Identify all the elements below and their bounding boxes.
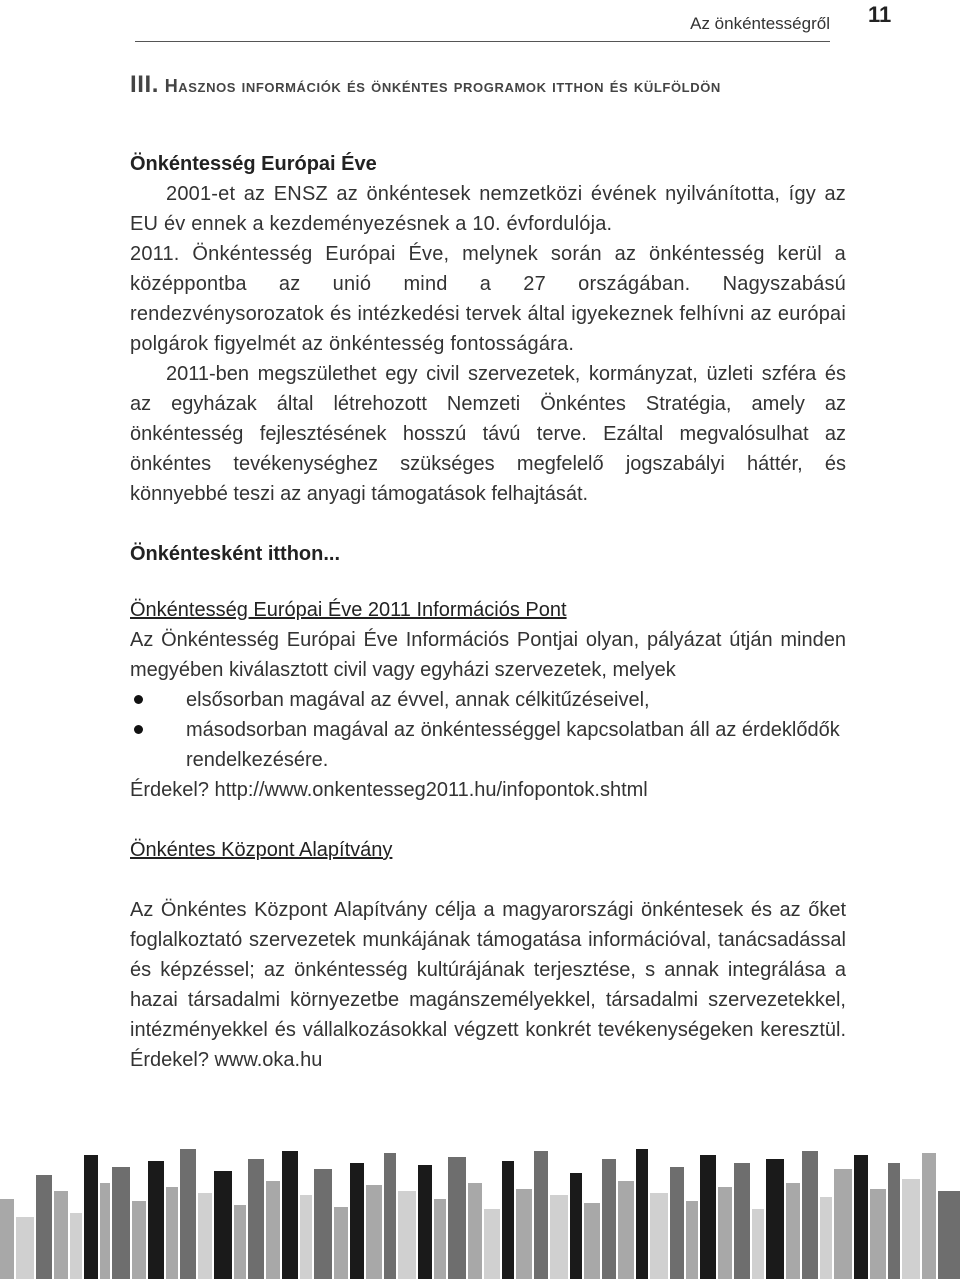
- decorative-bar: [618, 1181, 634, 1279]
- page-content: [130, 70, 846, 1075]
- decorative-bar: [718, 1187, 732, 1279]
- decorative-bar: [786, 1183, 800, 1279]
- decorative-bar: [248, 1159, 264, 1279]
- decorative-bar: [112, 1167, 130, 1279]
- decorative-bar: [820, 1197, 832, 1279]
- info-point-link[interactable]: Érdekel? http://www.onkentesseg2011.hu/infopontok.shtml: [130, 779, 648, 801]
- running-header: Az önkéntességről: [690, 14, 830, 33]
- decorative-bar: [468, 1183, 482, 1279]
- section-heading-european-year: Önkéntesség Európai Éve: [130, 153, 377, 175]
- decorative-bar: [670, 1167, 684, 1279]
- decorative-bar: [166, 1187, 178, 1279]
- decorative-bar: [888, 1163, 900, 1279]
- list-item: [130, 685, 846, 715]
- decorative-bar: [180, 1149, 196, 1279]
- foundation-text: Az Önkéntes Központ Alapítvány célja a magyarországi önkéntesek és az őket foglalkoztató szervezetek munkájának támogatása információval, tanácsadással és képzéssel; az önkéntesség kultúrájának terjesztése, s annak integrálása a hazai társadalmi környezetbe magánszemélyekkel, társadalmi szervezetekkel, intézményekkel és vállalkozásokkal végzett konkrét tevékenységeken keresztül. Érdekel? www.oka.hu: [130, 899, 846, 1071]
- decorative-bar: [282, 1151, 298, 1279]
- decorative-bar-strip: [0, 1149, 960, 1279]
- decorative-bar: [132, 1201, 146, 1279]
- decorative-bar: [16, 1217, 34, 1279]
- decorative-bar: [266, 1181, 280, 1279]
- decorative-bar: [854, 1155, 868, 1279]
- decorative-bar: [366, 1185, 382, 1279]
- decorative-bar: [350, 1163, 364, 1279]
- decorative-bar: [434, 1199, 446, 1279]
- decorative-bar: [234, 1205, 246, 1279]
- paragraph-2011-year: 2011. Önkéntesség Európai Éve, melynek során az önkéntesség kerül a középpontba az unió mind a 27 országában. Nagyszabású rendezvénysorozatok és intézkedési tervek által igyekeznek felhívni az európai polgárok figyelmét az önkéntesség fontosságára.: [130, 243, 846, 355]
- decorative-bar: [384, 1153, 396, 1279]
- paragraph-national-strategy: 2011-ben megszülethet egy civil szervezetek, kormányzat, üzleti szféra és az egyházak által létrehozott Nemzeti Önkéntes Stratégia, amely az önkéntesség fejlesztésének hosszú távú terve. Ezáltal megvalósulhat az önkéntes tevékenységhez szükséges megfelelő jogszabályi háttér, és könnyebbé teszi az anyagi támogatások felhajtását.: [130, 363, 846, 505]
- decorative-bar: [752, 1209, 764, 1279]
- decorative-bar: [448, 1157, 466, 1279]
- decorative-bar: [700, 1155, 716, 1279]
- decorative-bar: [0, 1199, 14, 1279]
- decorative-bar: [902, 1179, 920, 1279]
- decorative-bar: [398, 1191, 416, 1279]
- decorative-bar: [584, 1203, 600, 1279]
- chapter-title: [130, 70, 846, 101]
- decorative-bar: [766, 1159, 784, 1279]
- bullet-dot-icon: [134, 725, 143, 734]
- foundation-title: Önkéntes Központ Alapítvány: [130, 839, 393, 861]
- info-point-list: [130, 685, 846, 775]
- decorative-bar: [636, 1149, 648, 1279]
- bullet-dot-icon: [134, 695, 143, 704]
- decorative-bar: [300, 1195, 312, 1279]
- decorative-bar: [100, 1183, 110, 1279]
- decorative-bar: [870, 1189, 886, 1279]
- decorative-bar: [502, 1161, 514, 1279]
- list-item: [130, 715, 846, 775]
- decorative-bar: [54, 1191, 68, 1279]
- decorative-bar: [686, 1201, 698, 1279]
- info-point-intro: Az Önkéntesség Európai Éve Információs Pontjai olyan, pályázat útján minden megyében kiválasztott civil vagy egyházi szervezetek, melyek: [130, 629, 846, 681]
- decorative-bar: [938, 1191, 960, 1279]
- decorative-bar: [314, 1169, 332, 1279]
- decorative-bar: [418, 1165, 432, 1279]
- decorative-bar: [550, 1195, 568, 1279]
- header-rule: [135, 41, 830, 42]
- decorative-bar: [70, 1213, 82, 1279]
- decorative-bar: [650, 1193, 668, 1279]
- decorative-bar: [516, 1189, 532, 1279]
- decorative-bar: [734, 1163, 750, 1279]
- chapter-number: III.: [130, 71, 160, 98]
- decorative-bar: [802, 1151, 818, 1279]
- decorative-bar: [602, 1159, 616, 1279]
- decorative-bar: [214, 1171, 232, 1279]
- decorative-bar: [484, 1209, 500, 1279]
- decorative-bar: [36, 1175, 52, 1279]
- decorative-bar: [570, 1173, 582, 1279]
- decorative-bar: [84, 1155, 98, 1279]
- paragraph-un-year: 2001-et az ENSZ az önkéntesek nemzetközi évének nyilvánította, így az EU év ennek a kezdeményezésnek a 10. évfordulója.: [130, 183, 846, 235]
- list-item-text: másodsorban magával az önkéntességgel kapcsolatban áll az érdeklődők rendelkezésére.: [186, 719, 840, 771]
- chapter-title-text: Hasznos információk és önkéntes programok itthon és külföldön: [164, 76, 721, 96]
- decorative-bar: [148, 1161, 164, 1279]
- decorative-bar: [922, 1153, 936, 1279]
- decorative-bar: [834, 1169, 852, 1279]
- page-number: 11: [868, 2, 892, 27]
- decorative-bar: [534, 1151, 548, 1279]
- section-heading-volunteer-home: Önkéntesként itthon...: [130, 543, 341, 565]
- info-point-title: Önkéntesség Európai Éve 2011 Információs Pont: [130, 599, 567, 621]
- decorative-bar: [334, 1207, 348, 1279]
- list-item-text: elsősorban magával az évvel, annak célkitűzéseivel,: [186, 689, 650, 711]
- decorative-bar: [198, 1193, 212, 1279]
